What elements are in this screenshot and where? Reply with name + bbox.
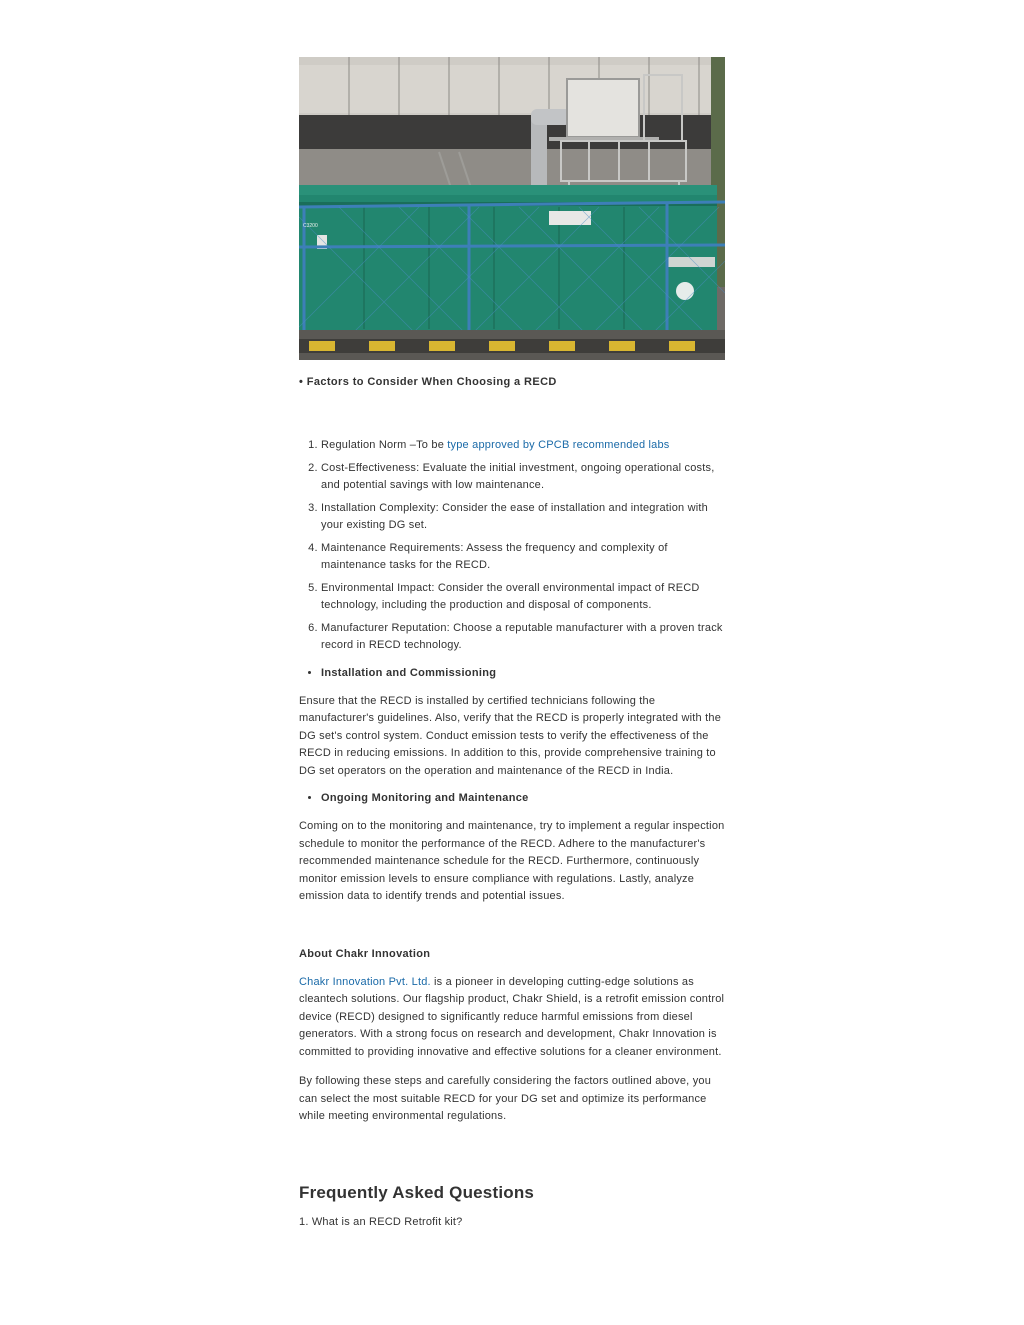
factor-item-4 — [321, 540, 725, 575]
factor-item-2 — [321, 460, 725, 495]
factor-text: Cost-Effectiveness: Evaluate the initial investment, ongoing operational costs, and potential savings with low maintenance. — [321, 461, 715, 491]
chakr-innovation-link[interactable]: Chakr Innovation Pvt. Ltd. — [299, 975, 431, 988]
article-content — [299, 57, 725, 1230]
factor-item-3 — [321, 500, 725, 535]
about-body — [299, 974, 725, 1062]
monitoring-bullet — [299, 790, 725, 806]
monitoring-heading: • Ongoing Monitoring and Maintenance — [321, 790, 725, 806]
faq-heading: Frequently Asked Questions — [299, 1182, 535, 1202]
installation-bullet — [299, 665, 725, 681]
factor-text: Environmental Impact: Consider the overall environmental impact of RECD technology, including the production and disposal of components. — [321, 581, 700, 611]
factor-item-1 — [321, 437, 725, 455]
cpcb-labs-link[interactable]: type approved by CPCB recommended labs — [447, 439, 670, 451]
factor-text: Maintenance Requirements: Assess the frequency and complexity of maintenance tasks for the RECD. — [321, 541, 668, 571]
factor-text: Installation Complexity: Consider the ease of installation and integration with your existing DG set. — [321, 501, 708, 531]
factor-item-5 — [321, 580, 725, 615]
photo-label: C3200 — [303, 223, 318, 229]
factor-text: Regulation Norm –To be — [321, 439, 448, 451]
installation-heading: • Installation and Commissioning — [321, 665, 725, 681]
factor-text: Manufacturer Reputation: Choose a reputable manufacturer with a proven track record in RECD technology. — [321, 621, 723, 651]
factor-item-6 — [321, 620, 725, 655]
about-body-text: is a pioneer in developing cutting-edge solutions as cleantech solutions. Our flagship product, Chakr Shield, is a retrofit emission control device (RECD) designed to significantly reduce harmful emissions from diesel generators. With a strong focus on research and development, Chakr Innovation is committed to providing innovative and effective solutions for a cleaner environment. — [299, 975, 725, 1058]
factors-list — [299, 437, 725, 655]
closing-paragraph: By following these steps and carefully considering the factors outlined above, you can select the most suitable RECD for your DG set and optimize its performance while meeting environmental regulations. — [299, 1075, 712, 1122]
generator-photo — [299, 57, 725, 360]
monitoring-body: Coming on to the monitoring and maintenance, try to implement a regular inspection schedule to monitor the performance of the RECD. Adhere to the manufacturer's recommended maintenance schedule for the RECD. Furthermore, continuously monitor emission levels to ensure compliance with regulations. Lastly, analyze emission data to identify trends and potential issues. — [299, 820, 725, 902]
about-heading: About Chakr Innovation — [299, 947, 431, 960]
faq-question-1[interactable]: 1. What is an RECD Retrofit kit? — [299, 1215, 463, 1228]
installation-body: Ensure that the RECD is installed by certified technicians following the manufacturer's guidelines. Also, verify that the RECD is properly integrated with the DG set's control system. Conduct emission tests to verify the effectiveness of the RECD in reducing emissions. In addition to this, provide comprehensive training to DG set operators on the operation and maintenance of the RECD in India. — [299, 694, 722, 777]
factors-heading: • Factors to Consider When Choosing a RECD — [299, 376, 557, 388]
